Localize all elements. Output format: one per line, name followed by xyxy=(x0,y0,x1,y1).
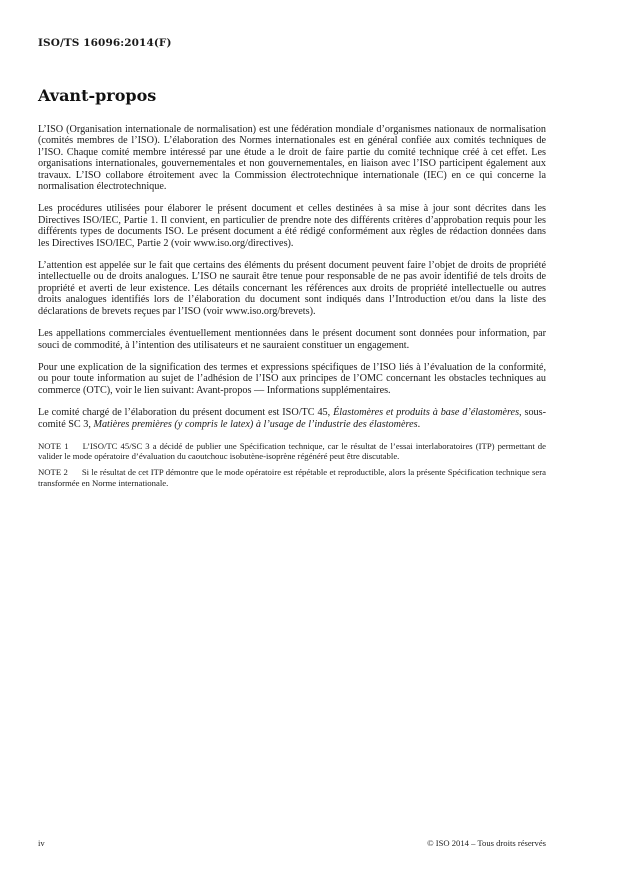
committee-text-2: , sous-comité SC 3, xyxy=(38,407,547,430)
note-2-label: NOTE 2 xyxy=(38,467,68,478)
paragraph-committee xyxy=(38,407,546,430)
paragraph-iso-organisation: L’ISO (Organisation internationale de normalisation) est une fédération mondiale d’organismes nationaux de normalisation (comités membres de l’ISO). L’élaboration des Normes internationales est en général confiée aux comités techniques de l’ISO. Chaque comité membre intéressé par une étude a le droit de faire partie du comité technique créé à cet effet. Les organisations internationales, gouvernementales et non gouvernementales, en liaison avec l’ISO participent également aux travaux. L’ISO collabore étroitement avec la Commission électrotechnique internationale (IEC) en ce qui concerne la normalisation électrotechnique. xyxy=(38,124,546,193)
note-1 xyxy=(38,441,546,461)
committee-text-3: . xyxy=(417,418,421,430)
paragraph-patent-rights: L’attention est appelée sur le fait que certains des éléments du présent document peuvent faire l’objet de droits de propriété intellectuelle ou de droits analogues. L’ISO ne saurait être tenue pour responsable de ne pas avoir identifié de tels droits de propriété et averti de leur existence. Les détails concernant les références aux droits de propriété intellectuelle ou autres droits analogues identifiés lors de l’élaboration du document sont indiqués dans l’Introduction et/ou dans la liste des déclarations de brevets reçues par l’ISO (voir www.iso.org/brevets). xyxy=(38,260,546,317)
document-id: ISO/TS 16096:2014(F) xyxy=(38,37,172,49)
note-2 xyxy=(38,467,546,487)
page-number: iv xyxy=(38,838,45,848)
committee-text-1: Le comité chargé de l’élaboration du présent document est ISO/TC 45, xyxy=(38,407,334,419)
committee-name: Élastomères et produits à base d’élastomères xyxy=(333,407,520,419)
copyright-notice: © ISO 2014 – Tous droits réservés xyxy=(427,838,546,848)
note-1-text: L’ISO/TC 45/SC 3 a décidé de publier une Spécification technique, car le résultat de l’essai interlaboratoires (ITP) permettant de valider le mode opératoire d’évaluation du caoutchouc isobutène-isoprène régénéré peut être discutable. xyxy=(38,440,546,462)
subcommittee-name: Matières premières (y compris le latex) à l’usage de l’industrie des élastomères xyxy=(93,418,418,430)
paragraph-trade-names: Les appellations commerciales éventuellement mentionnées dans le présent document sont données pour information, par souci de commodité, à l’intention des utilisateurs et ne sauraient constituer un engagement. xyxy=(38,328,546,351)
paragraph-procedures: Les procédures utilisées pour élaborer le présent document et celles destinées à sa mise à jour sont décrites dans les Directives ISO/IEC, Partie 1. Il convient, en particulier de prendre note des différents critères d’approbation requis pour les différents types de documents ISO. Le présent document a été rédigé conformément aux règles de rédaction données dans les Directives ISO/IEC, Partie 2 (voir www.iso.org/directives). xyxy=(38,203,546,249)
note-2-text: Si le résultat de cet ITP démontre que le mode opératoire est répétable et reproductible, alors la présente Spécification technique sera transformée en Norme internationale. xyxy=(38,467,546,488)
note-1-label: NOTE 1 xyxy=(38,440,69,451)
page-title: Avant-propos xyxy=(38,86,157,105)
foreword-body xyxy=(38,124,546,494)
paragraph-conformity: Pour une explication de la signification des termes et expressions spécifiques de l’ISO liés à l’évaluation de la conformité, ou pour toute information au sujet de l’adhésion de l’ISO aux principes de l’OMC concernant les obstacles techniques au commerce (OTC), voir le lien suivant: Avant-propos — Informations supplémentaires. xyxy=(38,361,546,396)
